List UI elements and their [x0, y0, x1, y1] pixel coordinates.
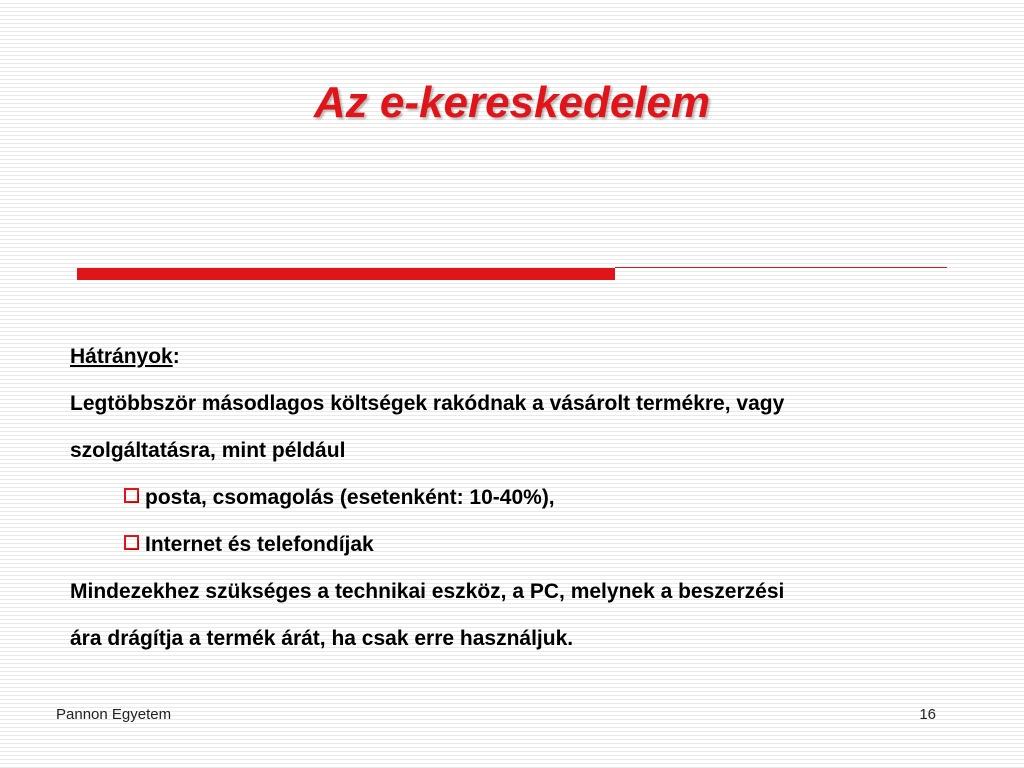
checkbox-bullet-icon — [124, 535, 139, 550]
checkbox-bullet-icon — [124, 488, 139, 503]
heading-colon: : — [172, 345, 180, 368]
bullet-text: Internet és telefondíjak — [145, 533, 374, 556]
slide-title: Az e-kereskedelem — [313, 78, 711, 127]
section-heading: Hátrányok — [70, 345, 173, 368]
title-underline-thin — [615, 267, 947, 268]
paragraph-2-line-2: ára drágítja a termék árát, ha csak erre használjuk. — [70, 627, 574, 650]
slide-body — [70, 333, 970, 662]
heading-line — [70, 333, 970, 380]
bullet-item — [70, 474, 970, 521]
bullet-text: posta, csomagolás (esetenként: 10-40%), — [145, 486, 555, 509]
bullet-item — [70, 521, 970, 568]
footer-institution: Pannon Egyetem — [56, 706, 172, 723]
paragraph-1-line-1: Legtöbbször másodlagos költségek rakódnak a vásárolt termékre, vagy — [70, 392, 785, 415]
paragraph-1-line-2: szolgáltatásra, mint például — [70, 439, 346, 462]
paragraph-2-line-1: Mindezekhez szükséges a technikai eszköz, a PC, melynek a beszerzési — [70, 580, 785, 603]
page-number: 16 — [919, 706, 936, 723]
title-underline-thick — [77, 268, 615, 280]
